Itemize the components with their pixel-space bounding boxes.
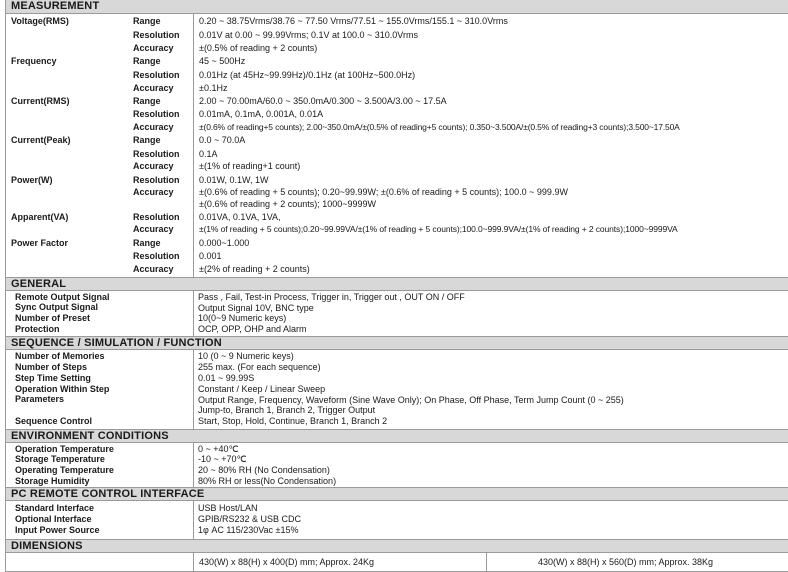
sequence-label: Step Time Setting — [15, 373, 91, 383]
measurement-label: Power Factor — [11, 238, 69, 248]
section-header-measurement: MEASUREMENT — [6, 0, 788, 14]
section-header-pc-remote: PC REMOTE CONTROL INTERFACE — [6, 487, 788, 501]
column-divider — [193, 350, 194, 429]
measurement-sublabel: Resolution — [133, 30, 180, 40]
environment-label: Storage Humidity — [15, 476, 90, 486]
general-label: Remote Output Signal — [15, 292, 110, 302]
pc-remote-label: Optional Interface — [15, 514, 92, 524]
column-divider — [193, 443, 194, 487]
sequence-label: Operation Within Step — [15, 384, 110, 394]
measurement-label: Frequency — [11, 56, 57, 66]
pc-remote-value: GPIB/RS232 & USB CDC — [198, 514, 302, 524]
dimension-value: 430(W) x 88(H) x 560(D) mm; Approx. 38Kg — [538, 557, 714, 567]
measurement-value: 0.1A — [199, 149, 218, 159]
measurement-value: 0.20 ~ 38.75Vrms/38.76 ~ 77.50 Vrms/77.51 ~ 155.0Vrms/155.1 ~ 310.0Vrms — [199, 16, 508, 26]
measurement-label: Apparent(VA) — [11, 212, 69, 222]
dimension-value: 430(W) x 88(H) x 400(D) mm; Approx. 24Kg — [199, 557, 375, 567]
spec-table — [5, 0, 788, 572]
measurement-value: ±(1% of reading + 5 counts);0.20~99.99VA/±(1% of reading + 5 counts);100.0~999.9VA/±(1% of reading + 2 counts);1000~9999VA — [199, 224, 678, 234]
measurement-label: Power(W) — [11, 175, 53, 185]
sequence-value: 0.01 ~ 99.99S — [198, 373, 255, 383]
general-value: 10(0~9 Numeric keys) — [198, 313, 287, 323]
column-divider — [193, 501, 194, 539]
measurement-value: 0.01W, 0.1W, 1W — [199, 175, 269, 185]
measurement-value: 0.01mA, 0.1mA, 0.001A, 0.01A — [199, 109, 324, 119]
measurement-value: ±(0.6% of reading + 5 counts); 0.20~99.99W; ±(0.6% of reading + 5 counts); 100.0 ~ 999.9W — [199, 187, 568, 197]
measurement-sublabel: Resolution — [133, 212, 180, 222]
measurement-value: 0.01Hz (at 45Hz~99.99Hz)/0.1Hz (at 100Hz~500.0Hz) — [199, 70, 416, 80]
column-divider — [193, 553, 194, 571]
measurement-value: ±(2% of reading + 2 counts) — [199, 264, 310, 274]
measurement-value: 2.00 ~ 70.00mA/60.0 ~ 350.0mA/0.300 ~ 3.500A/3.00 ~ 17.5A — [199, 96, 447, 106]
measurement-value: 0.0 ~ 70.0A — [199, 135, 246, 145]
column-divider — [193, 14, 194, 277]
measurement-value: 0.01V at 0.00 ~ 99.99Vrms; 0.1V at 100.0 ~ 310.0Vrms — [199, 30, 418, 40]
sequence-label: Parameters — [15, 394, 65, 404]
general-label: Number of Preset — [15, 313, 91, 323]
general-label: Protection — [15, 324, 60, 334]
measurement-label: Current(Peak) — [11, 135, 71, 145]
measurement-sublabel: Resolution — [133, 109, 180, 119]
column-divider — [486, 553, 487, 571]
measurement-sublabel: Resolution — [133, 251, 180, 261]
measurement-label: Current(RMS) — [11, 96, 70, 106]
measurement-sublabel: Range — [133, 238, 161, 248]
measurement-sublabel: Resolution — [133, 175, 180, 185]
general-value: OCP, OPP, OHP and Alarm — [198, 324, 307, 334]
measurement-sublabel: Accuracy — [133, 122, 174, 132]
sequence-value: 255 max. (For each sequence) — [198, 362, 321, 372]
environment-value: 80% RH or less(No Condensation) — [198, 476, 337, 486]
environment-label: Operating Temperature — [15, 465, 114, 475]
measurement-value: 45 ~ 500Hz — [199, 56, 246, 66]
sequence-value: 10 (0 ~ 9 Numeric keys) — [198, 351, 294, 361]
section-header-general: GENERAL — [6, 277, 788, 291]
measurement-value: 0.001 — [199, 251, 222, 261]
general-value: Pass , Fail, Test-in Process, Trigger in, Trigger out , OUT ON / OFF — [198, 292, 465, 302]
sequence-label: Number of Steps — [15, 362, 88, 372]
measurement-sublabel: Resolution — [133, 149, 180, 159]
sequence-value: Constant / Keep / Linear Sweep — [198, 384, 326, 394]
measurement-sublabel: Accuracy — [133, 264, 174, 274]
pc-remote-value: USB Host/LAN — [198, 503, 258, 513]
measurement-value: ±(0.5% of reading + 2 counts) — [199, 43, 318, 53]
measurement-sublabel: Range — [133, 96, 161, 106]
column-divider — [193, 291, 194, 336]
environment-value: 20 ~ 80% RH (No Condensation) — [198, 465, 330, 475]
measurement-value: ±(0.6% of reading+5 counts); 2.00~350.0mA/±(0.5% of reading+5 counts); 0.350~3.500A/±(0.5% of reading+3 counts);3.500~17.50A — [199, 122, 680, 132]
measurement-value: ±0.1Hz — [199, 83, 228, 93]
sequence-label: Number of Memories — [15, 351, 105, 361]
measurement-sublabel: Range — [133, 16, 161, 26]
environment-label: Storage Temperature — [15, 454, 105, 464]
measurement-label: Voltage(RMS) — [11, 16, 69, 26]
environment-value: 0 ~ +40℃ — [198, 444, 239, 454]
measurement-sublabel: Range — [133, 135, 161, 145]
general-value: Output Signal 10V, BNC type — [198, 303, 314, 313]
section-header-environment: ENVIRONMENT CONDITIONS — [6, 429, 788, 443]
section-header-sequence: SEQUENCE / SIMULATION / FUNCTION — [6, 336, 788, 350]
measurement-value: ±(1% of reading+1 count) — [199, 161, 301, 171]
measurement-sublabel: Range — [133, 56, 161, 66]
pc-remote-label: Standard Interface — [15, 503, 95, 513]
measurement-sublabel: Accuracy — [133, 187, 174, 197]
sequence-label: Sequence Control — [15, 416, 93, 426]
environment-value: -10 ~ +70℃ — [198, 454, 247, 464]
environment-label: Operation Temperature — [15, 444, 114, 454]
measurement-sublabel: Resolution — [133, 70, 180, 80]
measurement-sublabel: Accuracy — [133, 161, 174, 171]
measurement-sublabel: Accuracy — [133, 224, 174, 234]
pc-remote-label: Input Power Source — [15, 525, 100, 535]
measurement-value: 0.000~1.000 — [199, 238, 250, 248]
sequence-value: Start, Stop, Hold, Continue, Branch 1, Branch 2 — [198, 416, 388, 426]
section-header-dimensions: DIMENSIONS — [6, 539, 788, 553]
measurement-value: ±(0.6% of reading + 2 counts); 1000~9999W — [199, 199, 377, 209]
measurement-sublabel: Accuracy — [133, 83, 174, 93]
general-label: Sync Output Signal — [15, 302, 99, 312]
measurement-sublabel: Accuracy — [133, 43, 174, 53]
pc-remote-value: 1φ AC 115/230Vac ±15% — [198, 525, 299, 535]
sequence-value: Output Range, Frequency, Waveform (Sine Wave Only); On Phase, Off Phase, Term Jump Count (0 ~ 255) — [198, 395, 624, 405]
sequence-value: Jump-to, Branch 1, Branch 2, Trigger Output — [198, 405, 376, 415]
measurement-value: 0.01VA, 0.1VA, 1VA, — [199, 212, 281, 222]
